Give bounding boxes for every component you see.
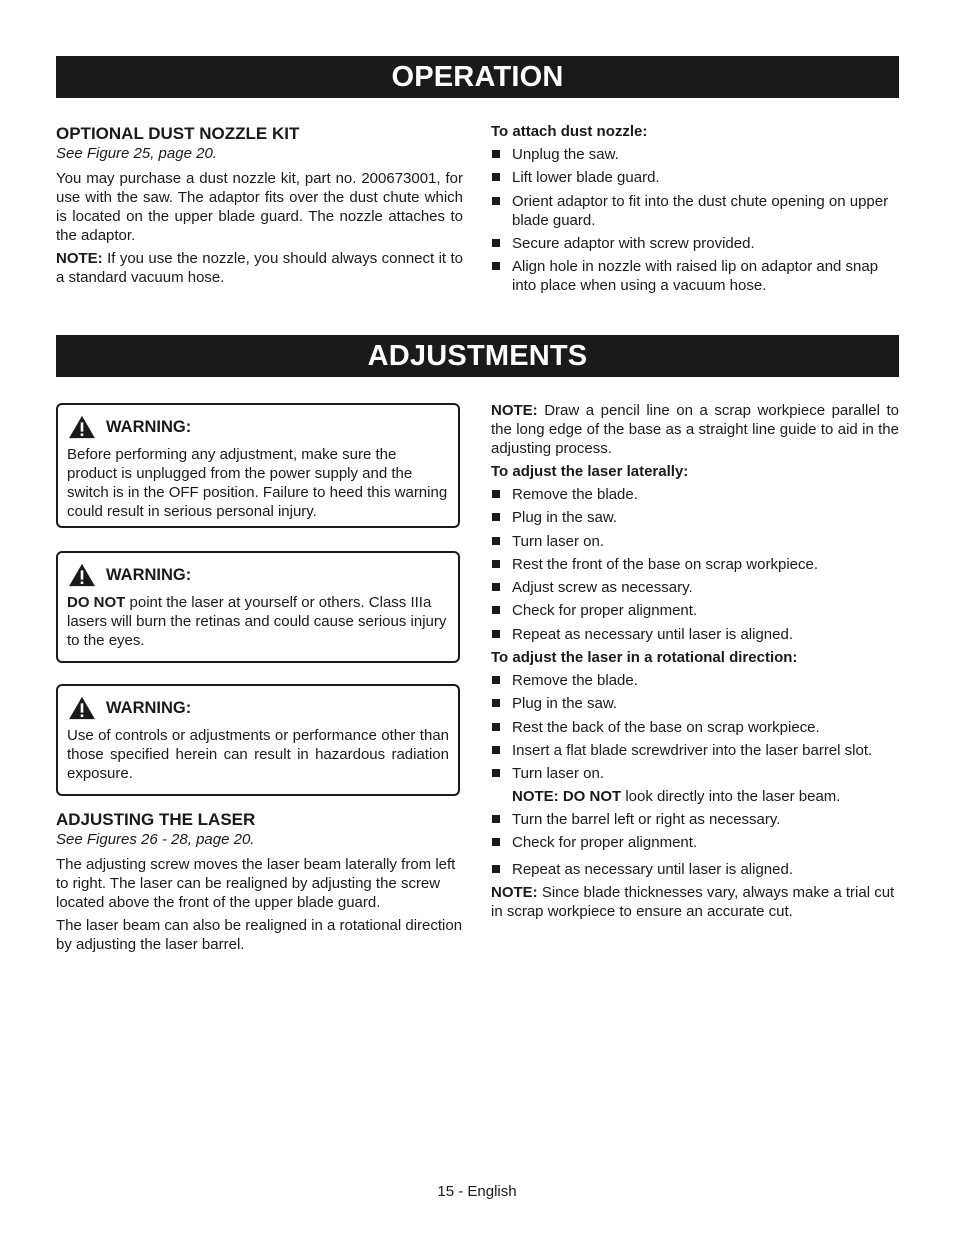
list-item: Rest the front of the base on scrap workpiece. <box>491 555 899 574</box>
section-heading: OPTIONAL DUST NOZZLE KIT <box>56 124 300 143</box>
list-item: Secure adaptor with screw provided. <box>491 234 899 253</box>
list-item: Repeat as necessary until laser is aligned. <box>491 860 899 879</box>
list-item: Check for proper alignment. <box>491 833 899 852</box>
rotational-steps-list-continued <box>491 810 899 879</box>
list-item: Orient adaptor to fit into the dust chute opening on upper blade guard. <box>491 192 899 230</box>
adjustments-banner: ADJUSTMENTS <box>56 335 899 377</box>
note-label: NOTE: <box>491 402 538 419</box>
list-item: Turn laser on. <box>491 764 899 783</box>
note-text: Draw a pencil line on a scrap workpiece parallel to the long edge of the base as a straight line guide to aid in the adjusting process. <box>491 402 899 457</box>
sub-heading: To adjust the laser laterally: <box>491 463 689 480</box>
operation-banner: OPERATION <box>56 56 899 98</box>
note-label: NOTE: <box>491 884 538 902</box>
body-paragraph: You may purchase a dust nozzle kit, part no. 200673001, for use with the saw. The adaptor fits over the dust chute which is located on the upper blade guard. The nozzle attaches to the adaptor. <box>56 170 463 244</box>
list-item: Repeat as necessary until laser is aligned. <box>491 625 899 644</box>
list-item: Remove the blade. <box>491 671 899 690</box>
sub-heading: To attach dust nozzle: <box>491 123 648 140</box>
warning-triangle-icon <box>67 696 97 720</box>
attach-steps-list <box>491 145 899 295</box>
warning-text-rest: point the laser at yourself or others. Class IIIa lasers will burn the retinas and could cause serious injury to the eyes. <box>67 594 447 649</box>
list-item: Insert a flat blade screwdriver into the laser barrel slot. <box>491 741 899 760</box>
figure-reference: See Figures 26 - 28, page 20. <box>56 831 255 848</box>
note-paragraph <box>491 401 899 458</box>
list-item: Rest the back of the base on scrap workpiece. <box>491 718 899 737</box>
list-item: Check for proper alignment. <box>491 601 899 620</box>
list-item: Turn laser on. <box>491 532 899 551</box>
list-item: Lift lower blade guard. <box>491 168 899 187</box>
adjusting-laser-section <box>56 810 463 958</box>
list-item: Remove the blade. <box>491 485 899 504</box>
warning-box <box>56 551 460 663</box>
warning-box <box>56 403 460 528</box>
body-paragraph: The laser beam can also be realigned in a rotational direction by adjusting the laser barrel. <box>56 917 463 953</box>
warning-bold-lead: DO NOT <box>67 594 126 611</box>
sub-note-label: NOTE: DO NOT <box>512 787 622 805</box>
rotational-steps-list <box>491 671 899 783</box>
warning-triangle-icon <box>67 415 97 439</box>
list-item: Plug in the saw. <box>491 508 899 527</box>
dust-nozzle-section <box>56 124 463 291</box>
warning-triangle-icon <box>67 563 97 587</box>
list-item: Align hole in nozzle with raised lip on adaptor and snap into place when using a vacuum hose. <box>491 257 899 295</box>
figure-reference: See Figure 25, page 20. <box>56 145 217 162</box>
warning-title: WARNING: <box>106 417 192 436</box>
body-paragraph: The adjusting screw moves the laser beam laterally from left to right. The laser can be realigned by adjusting the screw located above the front of the upper blade guard. <box>56 856 456 911</box>
warning-title: WARNING: <box>106 698 192 717</box>
warning-box <box>56 684 460 796</box>
list-item: Turn the barrel left or right as necessary. <box>491 810 899 829</box>
list-item: Plug in the saw. <box>491 694 899 713</box>
warning-text <box>67 593 449 650</box>
list-item: Unplug the saw. <box>491 145 899 164</box>
sub-note-text: look directly into the laser beam. <box>621 787 841 805</box>
note-label: NOTE: <box>56 250 103 267</box>
laser-adjust-steps <box>491 401 899 925</box>
attach-nozzle-section <box>491 122 899 299</box>
note-text: Since blade thicknesses vary, always make a trial cut in scrap workpiece to ensure an accurate cut. <box>491 884 895 921</box>
lateral-steps-list <box>491 485 899 644</box>
note-text: If you use the nozzle, you should always connect it to a standard vacuum hose. <box>56 250 463 286</box>
note-paragraph <box>56 249 463 287</box>
page-footer: 15 - English <box>437 1183 517 1200</box>
section-heading: ADJUSTING THE LASER <box>56 810 256 829</box>
warning-title: WARNING: <box>106 565 192 584</box>
list-item: Adjust screw as necessary. <box>491 578 899 597</box>
warning-text: Use of controls or adjustments or performance other than those specified herein can result in hazardous radiation exposure. <box>67 727 449 782</box>
sub-note <box>491 787 899 806</box>
sub-heading: To adjust the laser in a rotational direction: <box>491 649 798 667</box>
warning-text: Before performing any adjustment, make sure the product is unplugged from the power supply and the switch is in the OFF position. Failure to heed this warning could result in serious personal injury. <box>67 446 448 520</box>
note-paragraph <box>491 883 899 921</box>
